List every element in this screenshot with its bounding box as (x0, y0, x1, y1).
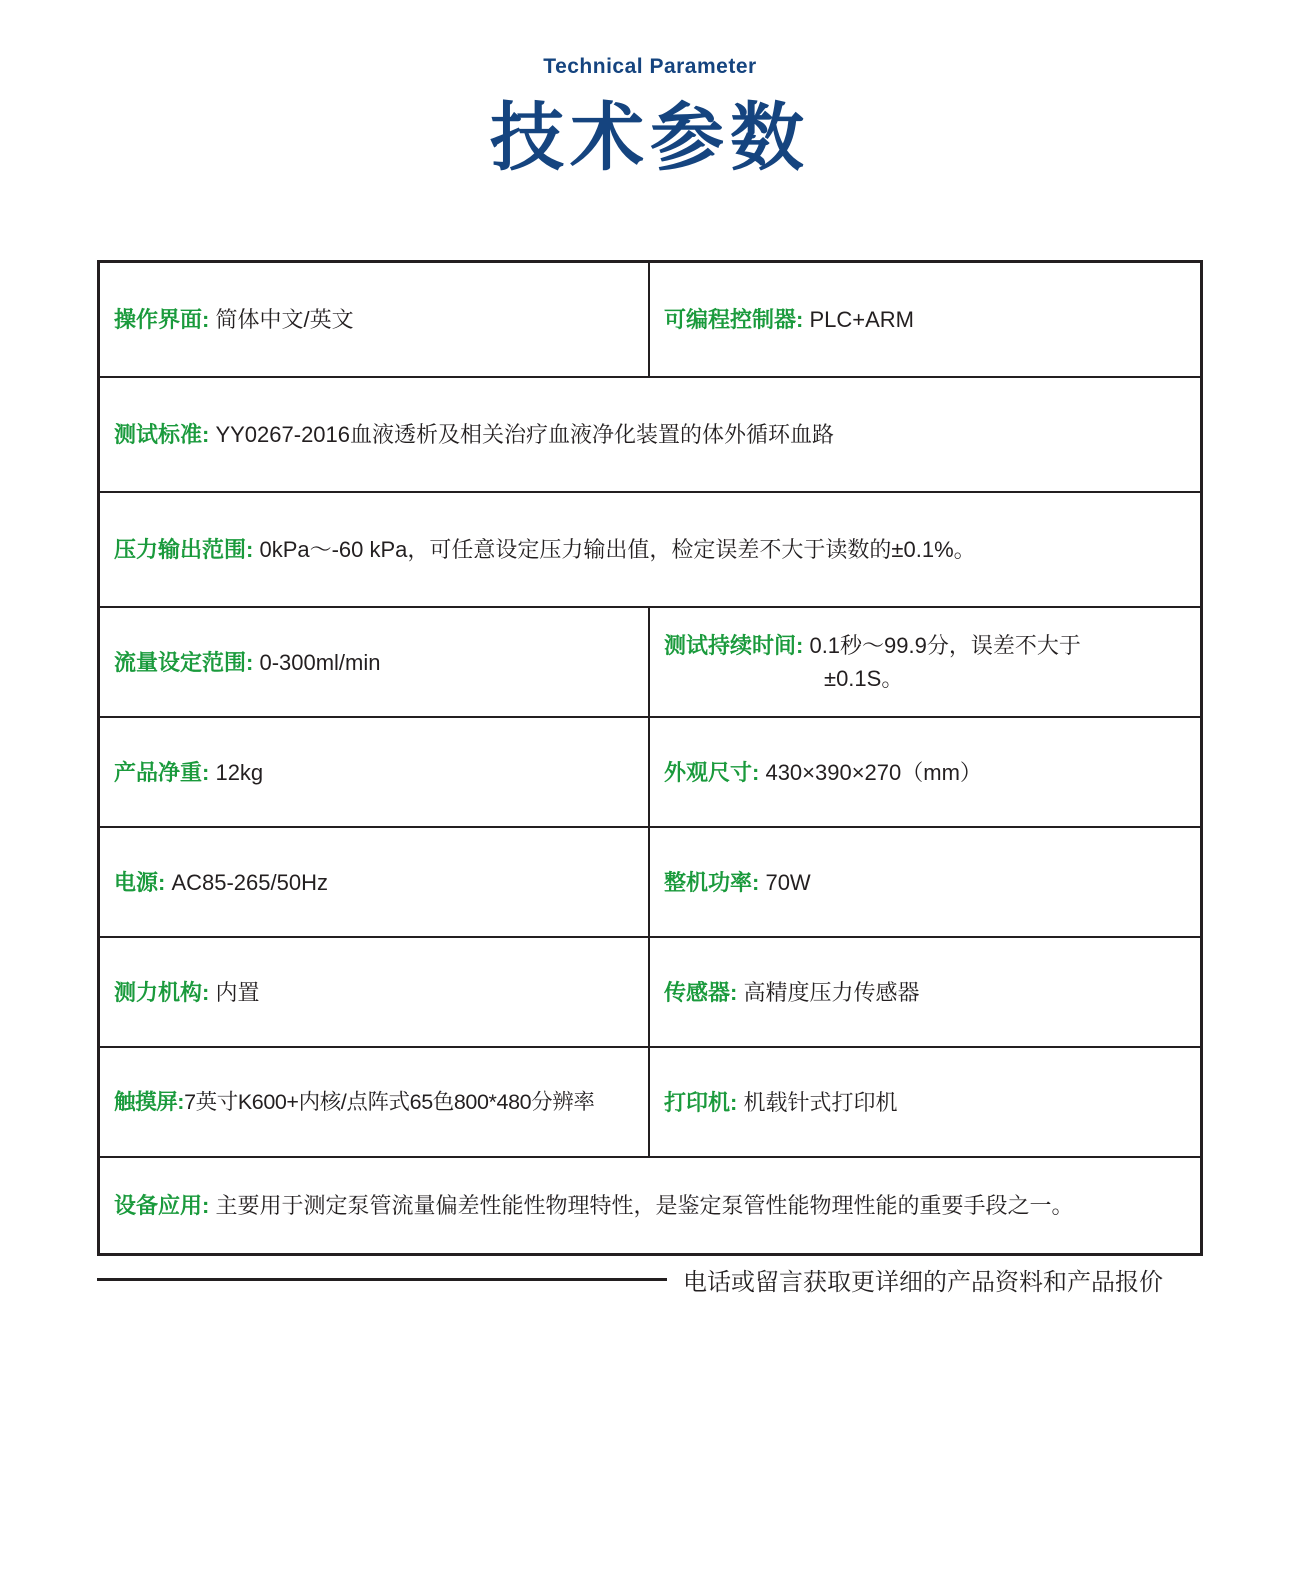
spec-label: 操作界面: (114, 307, 210, 332)
spec-cell-application (100, 1158, 1200, 1253)
spec-label: 测力机构: (114, 979, 210, 1005)
spec-label: 触摸屏: (114, 1089, 185, 1114)
spec-value: 简体中文/英文 (215, 307, 354, 332)
spec-cell-printer (650, 1048, 1200, 1156)
table-row (100, 828, 1200, 938)
spec-cell-net-weight (100, 718, 650, 826)
spec-label: 测试标准: (114, 422, 210, 447)
spec-label: 打印机: (664, 1089, 738, 1115)
table-row (100, 718, 1200, 828)
page-footer (97, 1262, 1207, 1297)
spec-cell-test-duration (650, 608, 1200, 716)
spec-label: 测试持续时间: (664, 633, 804, 658)
table-row (100, 938, 1200, 1048)
spec-value: 高精度压力传感器 (743, 979, 920, 1005)
header-eyebrow: Technical Parameter (543, 55, 757, 78)
spec-label: 可编程控制器: (664, 307, 804, 332)
table-row (100, 1158, 1200, 1253)
spec-label: 压力输出范围: (114, 537, 254, 562)
spec-value: PLC+ARM (809, 307, 914, 332)
table-row (100, 608, 1200, 718)
table-row (100, 493, 1200, 608)
spec-label: 设备应用: (114, 1193, 210, 1218)
spec-value: 12kg (215, 759, 264, 785)
spec-label: 电源: (114, 869, 166, 895)
spec-cell-plc-controller (650, 263, 1200, 376)
spec-cell-operating-interface (100, 263, 650, 376)
spec-cell-power-supply (100, 828, 650, 936)
table-row (100, 263, 1200, 378)
footer-divider (97, 1278, 667, 1281)
spec-label: 产品净重: (114, 759, 210, 785)
spec-value-line2: ±0.1S。 (824, 666, 904, 691)
spec-value: 7英寸K600+内核/点阵式65色800*480分辨率 (184, 1089, 595, 1114)
spec-value: YY0267-2016血液透析及相关治疗血液净化装置的体外循环血路 (215, 422, 835, 447)
page-header (0, 0, 1300, 177)
spec-value: 0-300ml/min (259, 649, 381, 675)
spec-label: 外观尺寸: (664, 759, 760, 785)
spec-cell-force-mechanism (100, 938, 650, 1046)
spec-cell-total-power (650, 828, 1200, 936)
spec-cell-test-standard (100, 378, 1200, 491)
spec-value: 内置 (215, 979, 260, 1005)
table-row (100, 378, 1200, 493)
table-row (100, 1048, 1200, 1158)
spec-value: 机载针式打印机 (743, 1089, 898, 1115)
spec-cell-sensor (650, 938, 1200, 1046)
spec-value: 0.1秒～99.9分，误差不大于 (809, 633, 1081, 658)
page-title: 技术参数 (490, 96, 810, 179)
spec-cell-pressure-output-range (100, 493, 1200, 606)
spec-cell-dimensions (650, 718, 1200, 826)
spec-value: AC85-265/50Hz (171, 869, 328, 895)
spec-cell-touchscreen (100, 1048, 650, 1156)
spec-value: 70W (765, 869, 811, 895)
spec-cell-flow-setting-range (100, 608, 650, 716)
spec-value: 430×390×270（mm） (765, 759, 982, 785)
spec-value: 主要用于测定泵管流量偏差性能性物理特性，是鉴定泵管性能物理性能的重要手段之一。 (215, 1193, 1074, 1218)
spec-label: 传感器: (664, 979, 738, 1005)
spec-label: 流量设定范围: (114, 649, 254, 675)
spec-value: 0kPa～-60 kPa，可任意设定压力输出值，检定误差不大于读数的±0.1%。 (259, 537, 976, 562)
spec-table (97, 260, 1203, 1256)
spec-label: 整机功率: (664, 869, 760, 895)
footer-contact-text: 电话或留言获取更详细的产品资料和产品报价 (683, 1269, 1163, 1296)
